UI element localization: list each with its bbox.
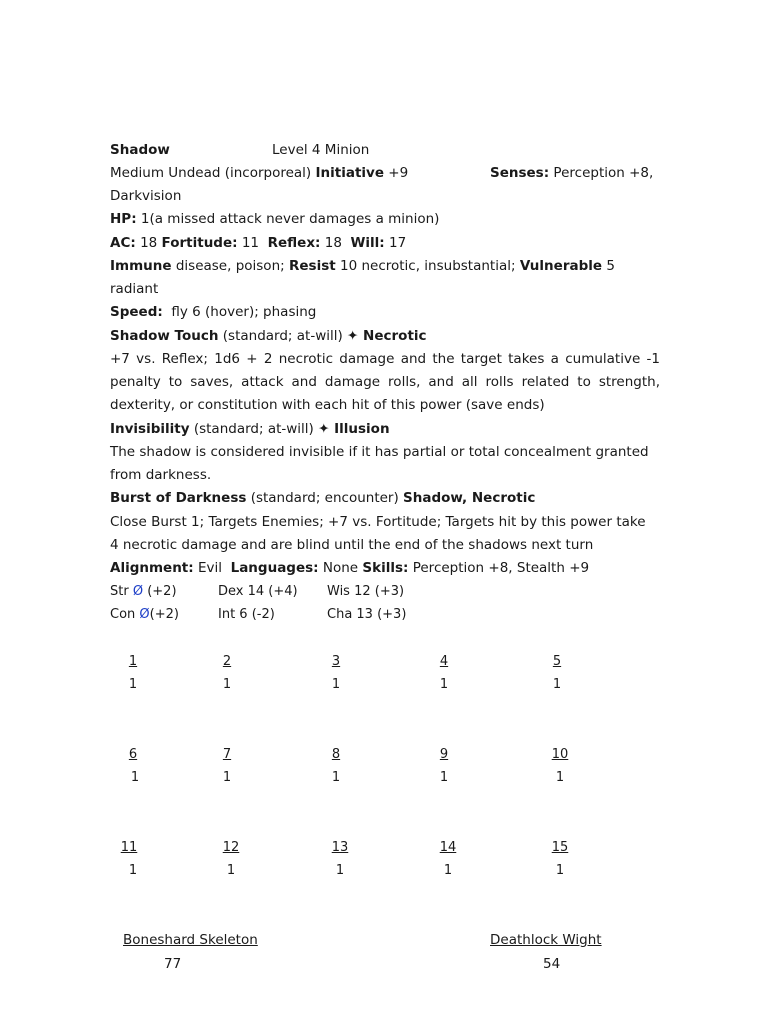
immune-label: Immune: [110, 258, 172, 274]
power-keyword: ✦ Necrotic: [347, 328, 427, 344]
monster-value: 54: [543, 956, 561, 972]
ability-mod: (+2): [149, 607, 179, 622]
tracker-value: 1: [335, 863, 345, 878]
tracker-number: 1: [128, 654, 138, 669]
power-text-line: The shadow is considered invisible if it has partial or total concealment granted: [110, 444, 649, 460]
power-text-line: from darkness.: [110, 467, 212, 483]
tracker-value: 1: [128, 677, 138, 692]
will-value: 17: [388, 235, 407, 251]
power-usage: (standard; encounter): [250, 490, 399, 506]
tracker-value: 1: [226, 863, 236, 878]
tracker-number: 5: [552, 654, 562, 669]
tracker-value: 1: [555, 770, 565, 785]
power-name: Burst of Darkness: [110, 490, 247, 506]
tracker-number: 13: [331, 840, 349, 855]
vulnerable-cont: radiant: [110, 281, 159, 297]
tracker-value: 1: [331, 770, 341, 785]
reflex-value: 18: [324, 235, 342, 251]
hp-label: HP:: [110, 211, 137, 227]
creature-name: Shadow: [110, 142, 170, 158]
skills-value: Perception +8, Stealth +9: [412, 560, 590, 576]
power-name: Invisibility: [110, 421, 190, 437]
monster-name: Deathlock Wight: [490, 932, 602, 948]
tracker-value: 1: [552, 677, 562, 692]
creature-level: Level 4 Minion: [272, 142, 370, 158]
tracker-number: 12: [222, 840, 240, 855]
vulnerable-label: Vulnerable: [519, 258, 603, 274]
ability-label: Str: [110, 584, 129, 599]
ac-value: 18: [140, 235, 158, 251]
alignment-value: Evil: [197, 560, 222, 576]
immune-value: disease, poison;: [175, 258, 285, 274]
ability-label: Con: [110, 607, 136, 622]
fortitude-value: 11: [241, 235, 260, 251]
power-usage: (standard; at-will): [193, 421, 314, 437]
tracker-value: 1: [128, 863, 138, 878]
ability-cha: Cha 13 (+3): [327, 607, 407, 622]
languages-value: None: [322, 560, 359, 576]
reflex-label: Reflex:: [267, 235, 321, 251]
tracker-number: 7: [222, 747, 232, 762]
power-usage: (standard; at-will): [222, 328, 343, 344]
ability-wis: Wis 12 (+3): [327, 584, 405, 599]
monster-value: 77: [164, 956, 182, 972]
ac-label: AC:: [110, 235, 136, 251]
tracker-value: 1: [555, 863, 565, 878]
speed-value: fly 6 (hover); phasing: [171, 304, 317, 320]
senses-label: Senses:: [490, 165, 550, 181]
power-text-line: Close Burst 1; Targets Enemies; +7 vs. Fortitude; Targets hit by this power take: [110, 514, 646, 530]
languages-label: Languages:: [230, 560, 319, 576]
tracker-number: 2: [222, 654, 232, 669]
monster-name: Boneshard Skeleton: [123, 932, 258, 948]
resist-value: 10 necrotic, insubstantial;: [339, 258, 516, 274]
ability-mod: (+2): [147, 584, 177, 599]
power-text-line: penalty to saves, attack and damage rolls, and all rolls related to strength,: [110, 374, 660, 390]
tracker-value: 1: [439, 677, 449, 692]
speed-label: Speed:: [110, 304, 163, 320]
ability-dex: Dex 14 (+4): [218, 584, 298, 599]
fortitude-label: Fortitude:: [161, 235, 238, 251]
tracker-number: 11: [120, 840, 138, 855]
tracker-value: 1: [222, 677, 232, 692]
tracker-value: 1: [331, 677, 341, 692]
power-text-line: dexterity, or constitution with each hit of this power (save ends): [110, 397, 545, 413]
skills-label: Skills:: [362, 560, 409, 576]
power-text-line: 4 necrotic damage and are blind until the end of the shadows next turn: [110, 537, 594, 553]
will-label: Will:: [350, 235, 385, 251]
initiative-value: +9: [388, 165, 409, 181]
alignment-label: Alignment:: [110, 560, 194, 576]
tracker-number: 9: [439, 747, 449, 762]
power-name: Shadow Touch: [110, 328, 219, 344]
tracker-number: 15: [551, 840, 569, 855]
tracker-number: 10: [551, 747, 569, 762]
power-keyword: ✦ Illusion: [318, 421, 390, 437]
initiative-label: Initiative: [315, 165, 384, 181]
power-keyword: Shadow, Necrotic: [403, 490, 536, 506]
tracker-number: 3: [331, 654, 341, 669]
senses-cont: Darkvision: [110, 188, 182, 204]
ability-symbol: Ø: [139, 607, 150, 622]
tracker-value: 1: [443, 863, 453, 878]
resist-label: Resist: [288, 258, 336, 274]
tracker-number: 6: [128, 747, 138, 762]
tracker-value: 1: [222, 770, 232, 785]
vulnerable-value: 5: [606, 258, 615, 274]
tracker-number: 8: [331, 747, 341, 762]
creature-type: Medium Undead (incorporeal): [110, 165, 312, 181]
tracker-value: 1: [130, 770, 140, 785]
tracker-number: 4: [439, 654, 449, 669]
tracker-value: 1: [439, 770, 449, 785]
tracker-number: 14: [439, 840, 457, 855]
hp-value: 1(a missed attack never damages a minion): [140, 211, 440, 227]
senses-value: Perception +8,: [553, 165, 654, 181]
ability-int: Int 6 (-2): [218, 607, 275, 622]
ability-symbol: Ø: [132, 584, 144, 599]
power-text-line: +7 vs. Reflex; 1d6 + 2 necrotic damage and the target takes a cumulative -1: [110, 351, 660, 367]
